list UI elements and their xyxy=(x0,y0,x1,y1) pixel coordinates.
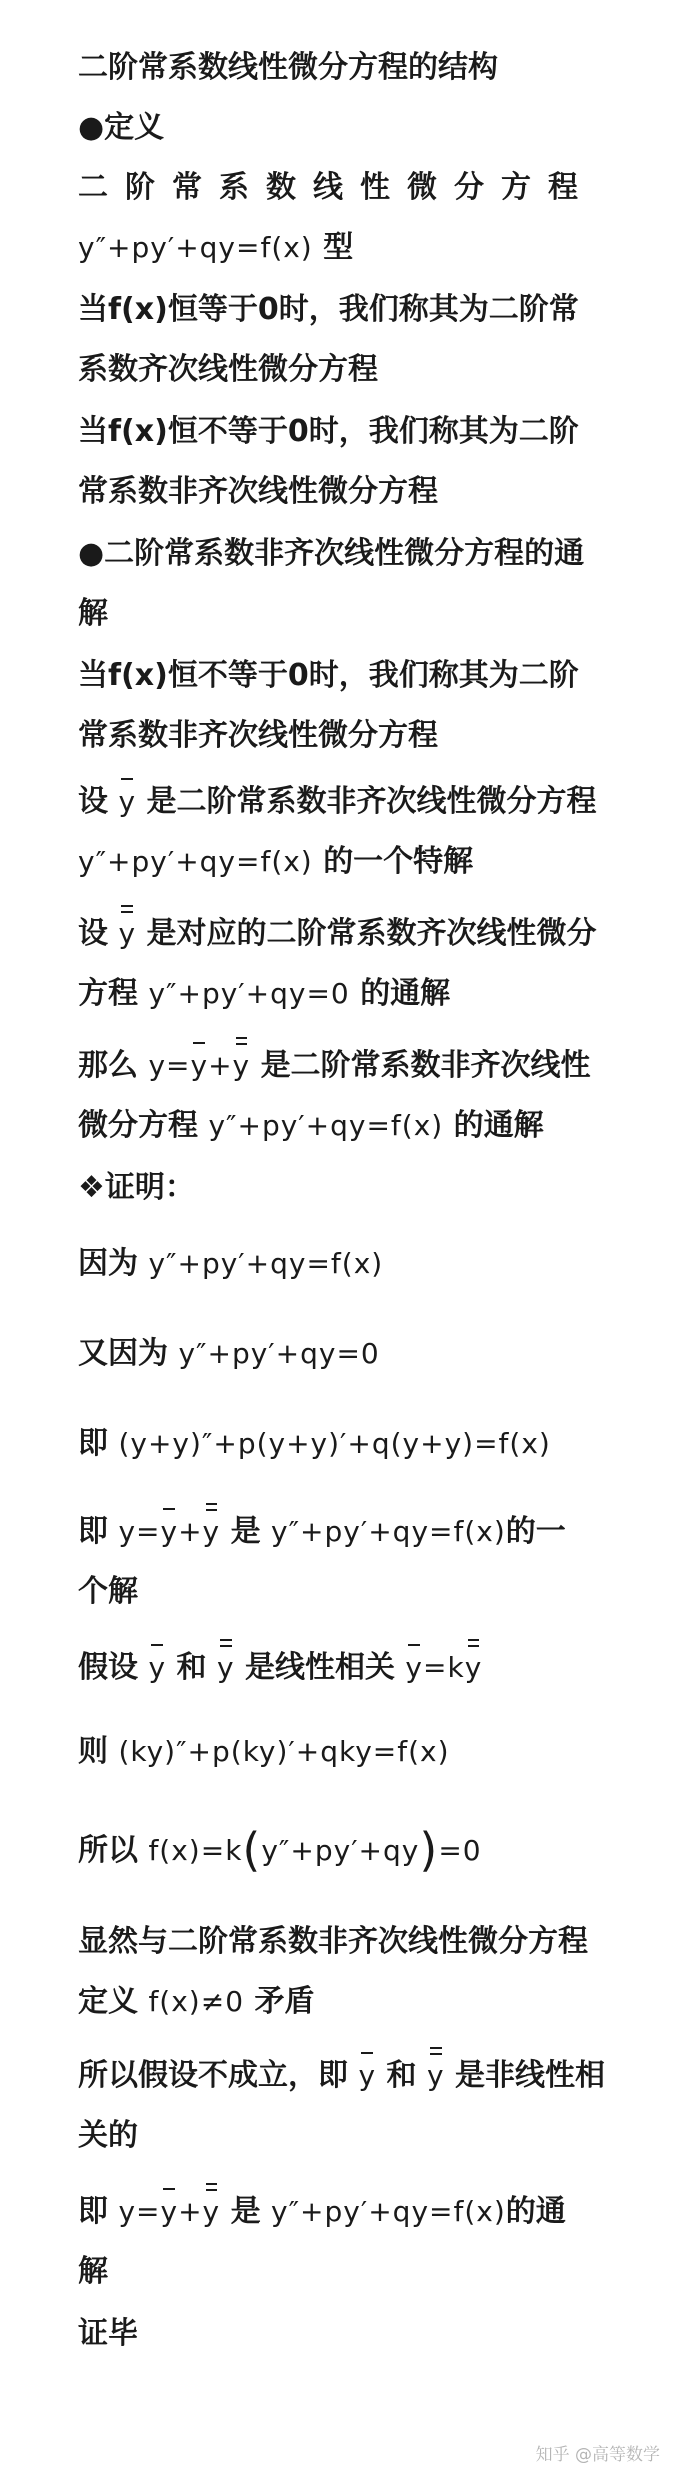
text-fragment: 的通 xyxy=(505,2194,566,2229)
text-fragment: 假设 xyxy=(78,1650,138,1685)
repeat-line-2: 常系数非齐次线性微分方程 xyxy=(78,718,438,753)
proof-equation: f(x)≠0 xyxy=(148,1985,245,2018)
proof-equation: y″+py′+qy=f(x) xyxy=(271,2195,506,2228)
text-fragment: 则 xyxy=(78,1734,108,1769)
proof-equation: y″+py′+qy=f(x) xyxy=(271,1515,506,1548)
text-fragment: 方程 xyxy=(78,976,138,1011)
repeat-line-1: 当f(x)恒不等于0时，我们称其为二阶 xyxy=(78,658,579,693)
text-fragment: 所以 xyxy=(78,1833,138,1868)
page-title: 二阶常系数线性微分方程的结构 xyxy=(78,50,498,85)
text-fragment: 定义 xyxy=(78,1984,138,2019)
final-line-2: 解 xyxy=(78,2254,108,2289)
right-paren-icon: ) xyxy=(419,1823,439,1877)
y-bar-symbol: y xyxy=(148,1648,166,1688)
proof-step-then xyxy=(78,1732,450,1772)
definition-suffix: 型 xyxy=(323,230,354,265)
equation-fragment: + xyxy=(178,1515,203,1548)
conclusion-statement-line-2 xyxy=(78,1106,544,1146)
text-fragment: 又因为 xyxy=(78,1336,168,1371)
proof-step-assume xyxy=(78,1648,482,1688)
text-fragment: 设 xyxy=(78,784,108,819)
text-fragment: 是对应的二阶常系数齐次线性微分 xyxy=(146,916,597,951)
text-fragment: 设 xyxy=(78,916,108,951)
watermark: 知乎 @高等数学 xyxy=(535,2445,660,2465)
text-fragment: 即 xyxy=(78,2194,108,2229)
proof-step-ie2-line-2: 个解 xyxy=(78,1574,138,1609)
text-fragment: 是二阶常系数非齐次线性 xyxy=(260,1048,591,1083)
y-bar-symbol: y xyxy=(160,1512,178,1552)
text-fragment: 是 xyxy=(230,2194,261,2229)
text-fragment: 和 xyxy=(176,1650,207,1685)
proof-heading: ❖证明： xyxy=(78,1170,195,1205)
y-bar-symbol: y xyxy=(118,782,136,822)
proof-equation: y″+py′+qy=f(x) xyxy=(148,1247,384,1280)
nonhomogeneous-line-2: 常系数非齐次线性微分方程 xyxy=(78,474,438,509)
definition-equation: y″+py′+qy=f(x) xyxy=(78,231,313,264)
equation-fragment: y= xyxy=(118,2195,161,2228)
text-fragment: 的一 xyxy=(505,1514,566,1549)
conclusion-line-1 xyxy=(78,2056,605,2096)
text-fragment: 的一个特解 xyxy=(323,844,474,879)
proof-step-because xyxy=(78,1244,383,1284)
proof-step-ie xyxy=(78,1424,551,1464)
text-fragment: 即 xyxy=(78,1514,108,1549)
section-definition-heading: ●定义 xyxy=(78,110,165,145)
y-bar-symbol: y xyxy=(358,2056,376,2096)
section-general-solution-heading: ●二阶常系数非齐次线性微分方程的通 xyxy=(78,536,585,571)
homogeneous-equation-line xyxy=(78,974,450,1014)
text-fragment: 因为 xyxy=(78,1246,138,1281)
contradiction-line-2 xyxy=(78,1982,314,2022)
y-bar-symbol: y xyxy=(160,2192,178,2232)
proof-step-also xyxy=(78,1334,380,1374)
definition-line-1: 二阶常系数线性微分方程 xyxy=(78,170,595,205)
equation-fragment: + xyxy=(178,2195,203,2228)
text-fragment: 所以假设不成立，即 xyxy=(78,2058,348,2093)
definition-line-2 xyxy=(78,228,353,268)
equation-fragment: y″+py′+qy xyxy=(261,1834,420,1867)
particular-solution-line xyxy=(78,782,596,822)
text-fragment: 和 xyxy=(386,2058,417,2093)
conclusion-line-2: 关的 xyxy=(78,2118,138,2153)
y-double-bar-symbol: y xyxy=(203,2192,221,2232)
text-fragment: 矛盾 xyxy=(254,1984,315,2019)
text-fragment: 微分方程 xyxy=(78,1108,198,1143)
particular-equation-line xyxy=(78,842,473,882)
text-fragment: 是线性相关 xyxy=(244,1650,395,1685)
text-fragment: 是 xyxy=(230,1514,261,1549)
equation-fragment: y= xyxy=(148,1049,191,1082)
text-fragment: 的通解 xyxy=(360,976,451,1011)
section-general-solution-heading-2: 解 xyxy=(78,596,108,631)
equation-fragment: =0 xyxy=(438,1834,482,1867)
left-paren-icon: ( xyxy=(242,1823,262,1877)
particular-equation: y″+py′+qy=f(x) xyxy=(78,845,313,878)
proof-equation: (ky)″+p(ky)′+qky=f(x) xyxy=(118,1735,450,1768)
proof-step-so xyxy=(78,1823,482,1877)
text-fragment: 的通解 xyxy=(453,1108,544,1143)
homogeneous-line-1: 当f(x)恒等于0时，我们称其为二阶常 xyxy=(78,292,579,327)
nonhomogeneous-equation: y″+py′+qy=f(x) xyxy=(208,1109,444,1142)
y-double-bar-symbol: y xyxy=(217,1648,235,1688)
equation-fragment: + xyxy=(208,1049,233,1082)
text-fragment: 那么 xyxy=(78,1048,138,1083)
homogeneous-line-2: 系数齐次线性微分方程 xyxy=(78,352,378,387)
homogeneous-equation: y″+py′+qy=0 xyxy=(148,977,350,1010)
equation-fragment: y= xyxy=(118,1515,161,1548)
homogeneous-solution-line xyxy=(78,914,596,954)
text-fragment: 即 xyxy=(78,1426,108,1461)
nonhomogeneous-line-1: 当f(x)恒不等于0时，我们称其为二阶 xyxy=(78,414,579,449)
y-double-bar-symbol: y xyxy=(203,1512,221,1552)
conclusion-statement-line-1 xyxy=(78,1046,591,1086)
text-fragment: 是非线性相 xyxy=(454,2058,605,2093)
y-bar-symbol: y xyxy=(190,1046,208,1086)
text-fragment: 是二阶常系数非齐次线性微分方程 xyxy=(146,784,597,819)
final-line-1 xyxy=(78,2192,566,2232)
proof-equation: (y+y)″+p(y+y)′+q(y+y)=f(x) xyxy=(118,1427,551,1460)
proof-step-ie2 xyxy=(78,1512,566,1552)
y-double-bar-symbol: y xyxy=(233,1046,251,1086)
contradiction-line-1: 显然与二阶常系数非齐次线性微分方程 xyxy=(78,1924,588,1959)
y-double-bar-symbol: y xyxy=(427,2056,445,2096)
equation-fragment: f(x)=k xyxy=(148,1834,243,1867)
proof-equation: y″+py′+qy=0 xyxy=(178,1337,380,1370)
qed-mark: 证毕 xyxy=(78,2316,138,2351)
y-double-bar-symbol: y xyxy=(465,1648,483,1688)
y-double-bar-symbol: y xyxy=(118,914,136,954)
y-bar-symbol: y xyxy=(405,1648,423,1688)
equation-fragment: =k xyxy=(423,1651,465,1684)
